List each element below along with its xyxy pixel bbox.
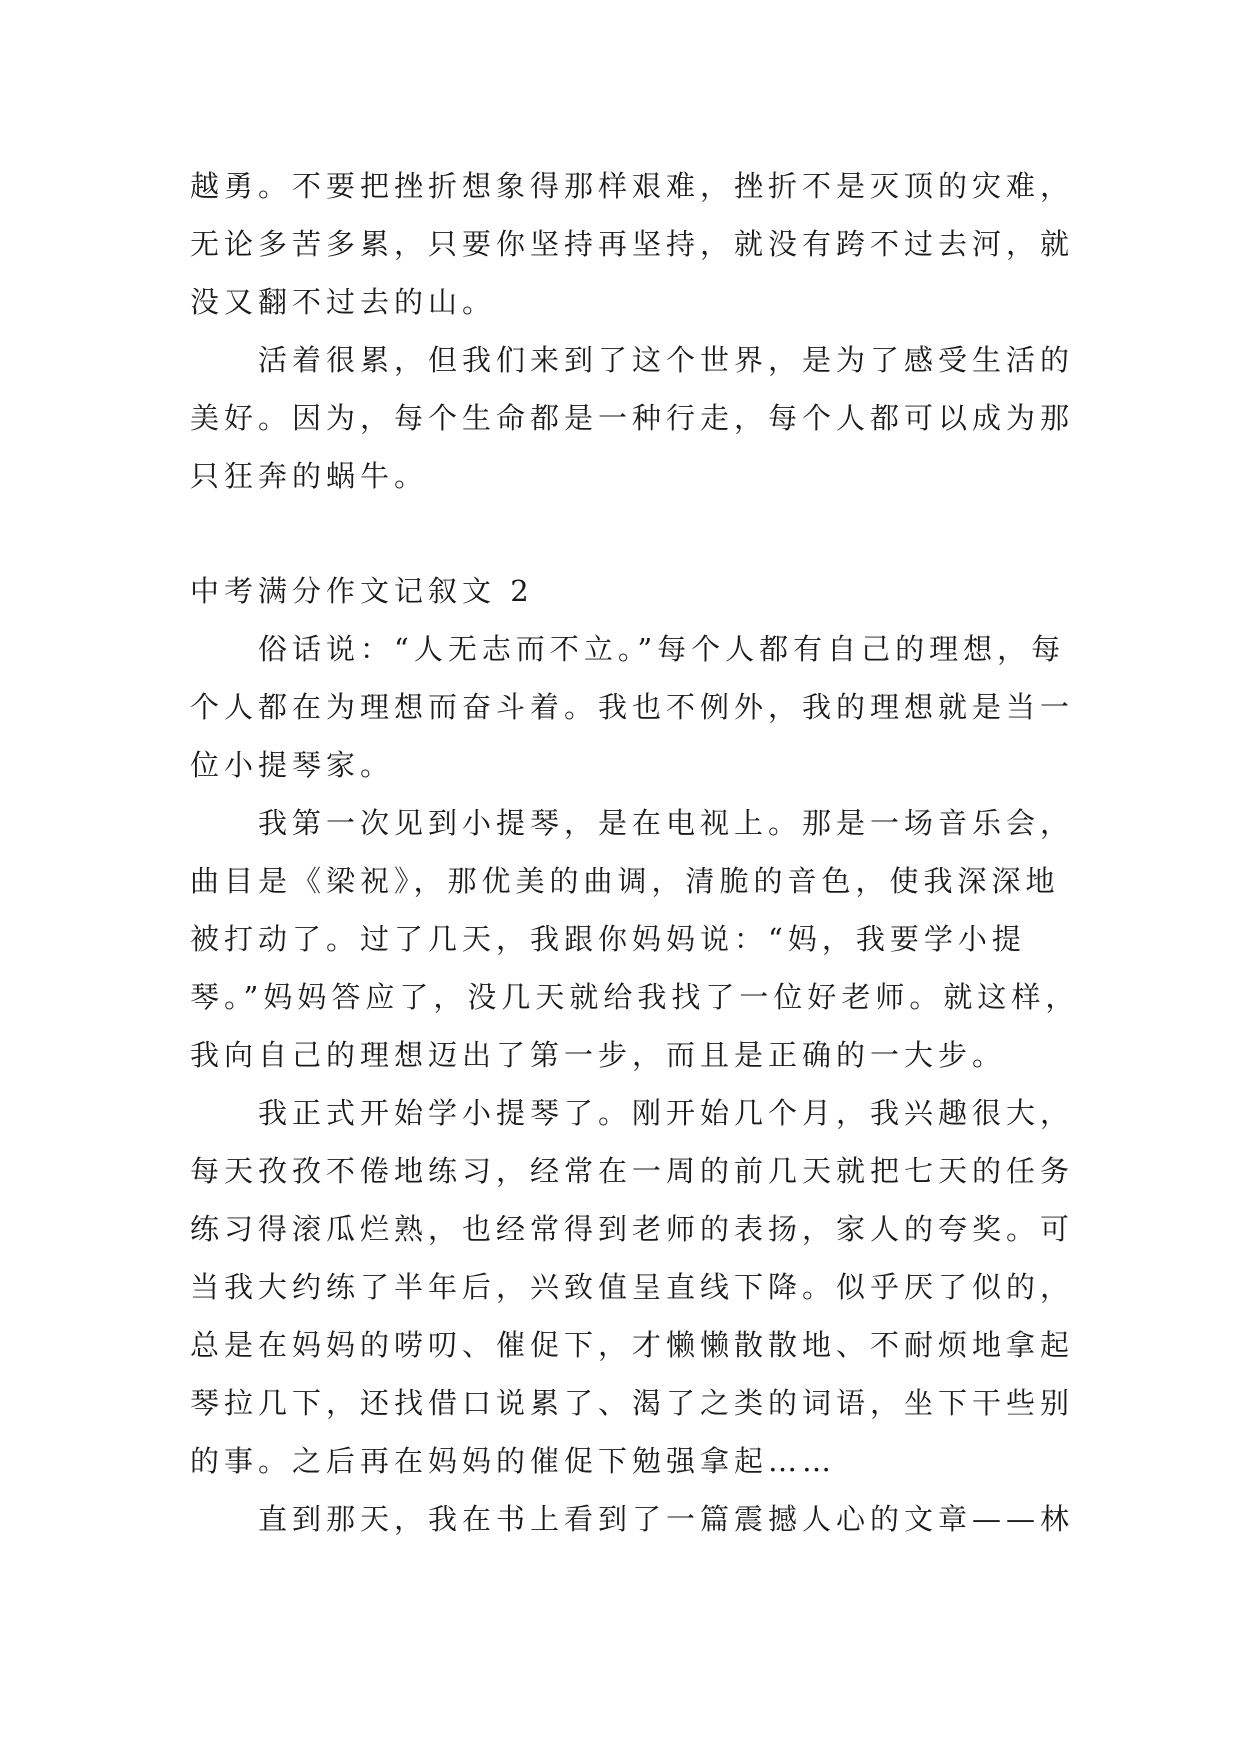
section-title: 中考满分作文记叙文 2 xyxy=(190,574,534,608)
paragraph-1-line-2: 无论多苦多累，只要你坚持再坚持，就没有跨不过去河，就 xyxy=(190,227,1075,261)
paragraph-4-line-5: 我向自己的理想迈出了第一步，而且是正确的一大步。 xyxy=(190,1038,1007,1072)
paragraph-5-line-6: 琴拉几下，还找借口说累了、渴了之类的词语，坐下干些别 xyxy=(190,1386,1075,1420)
paragraph-4-line-4: 琴。”妈妈答应了，没几天就给我找了一位好老师。就这样， xyxy=(190,980,1080,1014)
paragraph-5-line-1: 我正式开始学小提琴了。刚开始几个月，我兴趣很大， xyxy=(258,1096,1075,1130)
paragraph-3-line-3: 位小提琴家。 xyxy=(190,748,395,782)
paragraph-4-line-1: 我第一次见到小提琴，是在电视上。那是一场音乐会， xyxy=(258,806,1075,840)
paragraph-1-line-3: 没又翻不过去的山。 xyxy=(190,285,497,319)
paragraph-4-line-3: 被打动了。过了几天，我跟你妈妈说：“妈，我要学小提 xyxy=(190,922,1026,956)
paragraph-2-line-3: 只狂奔的蜗牛。 xyxy=(190,459,429,493)
paragraph-3-line-2: 个人都在为理想而奋斗着。我也不例外，我的理想就是当一 xyxy=(190,690,1075,724)
paragraph-5-line-4: 当我大约练了半年后，兴致值呈直线下降。似乎厌了似的， xyxy=(190,1270,1075,1304)
paragraph-3-line-1: 俗话说：“人无志而不立。”每个人都有自己的理想，每 xyxy=(258,632,1066,666)
paragraph-5-line-7: 的事。之后再在妈妈的催促下勉强拿起…… xyxy=(190,1444,837,1478)
paragraph-1-line-1: 越勇。不要把挫折想象得那样艰难，挫折不是灭顶的灾难， xyxy=(190,169,1075,203)
paragraph-2-line-1: 活着很累，但我们来到了这个世界，是为了感受生活的 xyxy=(258,343,1075,377)
paragraph-6-line-1: 直到那天，我在书上看到了一篇震撼人心的文章——林 xyxy=(258,1502,1075,1536)
paragraph-5-line-5: 总是在妈妈的唠叨、催促下，才懒懒散散地、不耐烦地拿起 xyxy=(190,1328,1075,1362)
paragraph-5-line-3: 练习得滚瓜烂熟，也经常得到老师的表扬，家人的夸奖。可 xyxy=(190,1212,1075,1246)
paragraph-2-line-2: 美好。因为，每个生命都是一种行走，每个人都可以成为那 xyxy=(190,401,1075,435)
paragraph-4-line-2: 曲目是《梁祝》，那优美的曲调，清脆的音色，使我深深地 xyxy=(190,864,1060,898)
paragraph-5-line-2: 每天孜孜不倦地练习，经常在一周的前几天就把七天的任务 xyxy=(190,1154,1075,1188)
